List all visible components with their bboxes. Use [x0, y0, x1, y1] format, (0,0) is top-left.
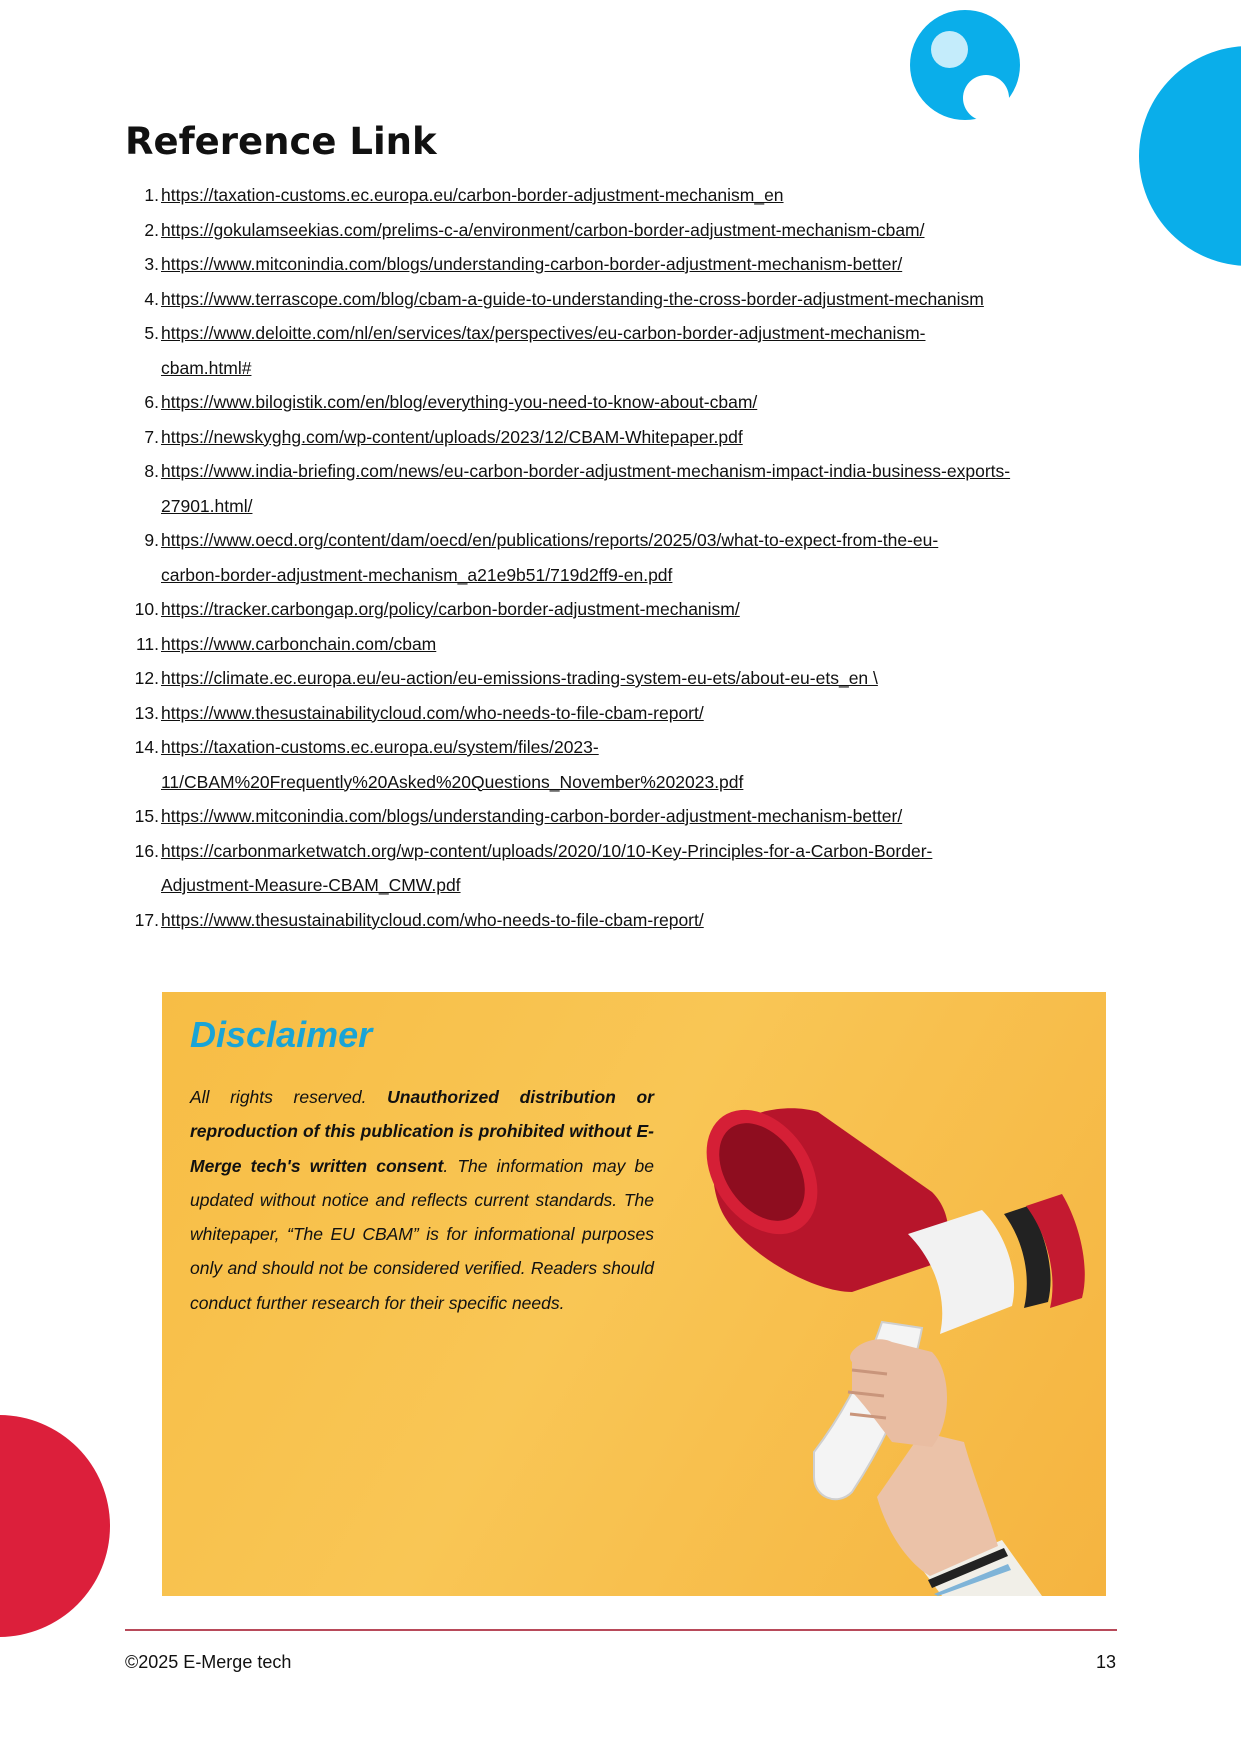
- reference-link[interactable]: [161, 592, 1125, 627]
- disclaimer-box: [162, 992, 1106, 1596]
- reference-link-line: https://www.oecd.org/content/dam/oecd/en/publications/reports/2025/03/what-to-expect-from-the-eu-: [161, 530, 939, 550]
- reference-number: 3.: [144, 254, 159, 274]
- reference-number: 10.: [134, 599, 159, 619]
- reference-item: [125, 627, 1125, 662]
- page-title: Reference Link: [125, 120, 437, 163]
- reference-number: 4.: [144, 288, 159, 309]
- reference-number: 6.: [144, 392, 159, 412]
- reference-number: 8.: [144, 461, 159, 481]
- reference-link-line: https://tracker.carbongap.org/policy/carbon-border-adjustment-mechanism/: [161, 599, 740, 619]
- reference-link-line: Adjustment-Measure-CBAM_CMW.pdf: [161, 875, 461, 895]
- reference-link[interactable]: [161, 799, 1125, 834]
- reference-item: [125, 247, 1125, 282]
- reference-item: [125, 385, 1125, 420]
- reference-link[interactable]: [161, 834, 1125, 903]
- reference-link-line: https://gokulamseekias.com/prelims-c-a/environment/carbon-border-adjustment-mechanism-cbam/: [161, 219, 925, 240]
- disclaimer-text-emphasis: Unauthorized distribution or reproduction of this publication is prohibited without E-Merge tech's written consent: [190, 1087, 654, 1176]
- reference-link[interactable]: [161, 730, 1125, 799]
- reference-number: 17.: [134, 909, 159, 930]
- reference-number: 2.: [144, 219, 159, 240]
- reference-item: [125, 523, 1125, 592]
- decorative-circle-cutout: [963, 75, 1009, 121]
- reference-number: 14.: [134, 737, 159, 757]
- reference-link[interactable]: [161, 420, 1125, 455]
- reference-link-line: https://www.carbonchain.com/cbam: [161, 633, 437, 654]
- footer-divider: [125, 1629, 1117, 1631]
- reference-item: [125, 282, 1125, 317]
- reference-item: [125, 730, 1125, 799]
- reference-link[interactable]: [161, 316, 1125, 385]
- reference-link-line: https://www.bilogistik.com/en/blog/everything-you-need-to-know-about-cbam/: [161, 392, 758, 412]
- reference-number: 9.: [144, 530, 159, 550]
- reference-item: [125, 696, 1125, 731]
- reference-link[interactable]: [161, 661, 1125, 696]
- reference-link-line: cbam.html#: [161, 357, 252, 378]
- disclaimer-text: [190, 1080, 654, 1320]
- reference-item: [125, 592, 1125, 627]
- reference-link[interactable]: [161, 213, 1125, 248]
- reference-link-line: https://climate.ec.europa.eu/eu-action/eu-emissions-trading-system-eu-ets/about-eu-ets_en \: [161, 668, 878, 688]
- reference-item: [125, 834, 1125, 903]
- reference-number: 15.: [134, 806, 159, 826]
- reference-item: [125, 420, 1125, 455]
- disclaimer-text-intro: All rights reserved.: [190, 1087, 388, 1107]
- decorative-circle-highlight: [931, 31, 968, 68]
- reference-link[interactable]: [161, 247, 1125, 282]
- reference-number: 16.: [134, 840, 159, 861]
- reference-link-line: https://taxation-customs.ec.europa.eu/system/files/2023-: [161, 737, 599, 757]
- reference-number: 1.: [144, 185, 159, 205]
- reference-number: 12.: [134, 668, 159, 688]
- decorative-circle-blue-right: [1139, 46, 1241, 266]
- decorative-circle-red-left: [0, 1415, 110, 1637]
- reference-item: [125, 178, 1125, 213]
- reference-link-line: https://www.india-briefing.com/news/eu-carbon-border-adjustment-mechanism-impact-india-business-exports-: [161, 461, 1011, 481]
- reference-item: [125, 213, 1125, 248]
- reference-link-line: https://newskyghg.com/wp-content/uploads/2023/12/CBAM-Whitepaper.pdf: [161, 426, 743, 447]
- reference-item: [125, 316, 1125, 385]
- disclaimer-title: Disclaimer: [190, 1014, 373, 1055]
- reference-link[interactable]: [161, 696, 1125, 731]
- reference-link-line: https://www.mitconindia.com/blogs/understanding-carbon-border-adjustment-mechanism-better/: [161, 254, 903, 274]
- disclaimer-text-rest: . The information may be updated without notice and reflects current standards. The whitepaper, “The EU CBAM” is for informational purposes only and should not be considered verified. Readers should conduct further research for their specific needs.: [190, 1155, 654, 1313]
- reference-item: [125, 661, 1125, 696]
- reference-link[interactable]: [161, 178, 1125, 213]
- reference-number: 13.: [134, 702, 159, 723]
- reference-number: 5.: [144, 323, 159, 343]
- reference-link[interactable]: [161, 523, 1125, 592]
- reference-link-line: https://carbonmarketwatch.org/wp-content/uploads/2020/10/10-Key-Principles-for-a-Carbon-Border-: [161, 840, 933, 861]
- reference-number: 11.: [135, 633, 159, 654]
- megaphone-illustration: [702, 1102, 1106, 1596]
- reference-link-line: 27901.html/: [161, 495, 253, 516]
- reference-link-line: https://www.deloitte.com/nl/en/services/tax/perspectives/eu-carbon-border-adjustment-mechanism-: [161, 323, 926, 343]
- reference-link-line: 11/CBAM%20Frequently%20Asked%20Questions_November%202023.pdf: [161, 771, 744, 792]
- reference-number: 7.: [144, 426, 159, 447]
- reference-link[interactable]: [161, 903, 1125, 938]
- reference-item: [125, 799, 1125, 834]
- reference-link-line: https://www.thesustainabilitycloud.com/who-needs-to-file-cbam-report/: [161, 909, 704, 930]
- reference-item: [125, 903, 1125, 938]
- reference-link-line: https://www.thesustainabilitycloud.com/who-needs-to-file-cbam-report/: [161, 702, 704, 723]
- reference-list: [125, 178, 1125, 937]
- reference-link-line: carbon-border-adjustment-mechanism_a21e9b51/719d2ff9-en.pdf: [161, 564, 673, 585]
- reference-link-line: https://taxation-customs.ec.europa.eu/carbon-border-adjustment-mechanism_en: [161, 185, 784, 205]
- page-number: 13: [1095, 1652, 1116, 1672]
- footer-copyright: ©2025 E-Merge tech: [125, 1652, 292, 1672]
- reference-link-line: https://www.terrascope.com/blog/cbam-a-guide-to-understanding-the-cross-border-adjustment-mechanism: [161, 288, 984, 309]
- reference-link[interactable]: [161, 385, 1125, 420]
- reference-link-line: https://www.mitconindia.com/blogs/understanding-carbon-border-adjustment-mechanism-better/: [161, 806, 903, 826]
- reference-link[interactable]: [161, 454, 1125, 523]
- reference-item: [125, 454, 1125, 523]
- reference-link[interactable]: [161, 282, 1125, 317]
- reference-link[interactable]: [161, 627, 1125, 662]
